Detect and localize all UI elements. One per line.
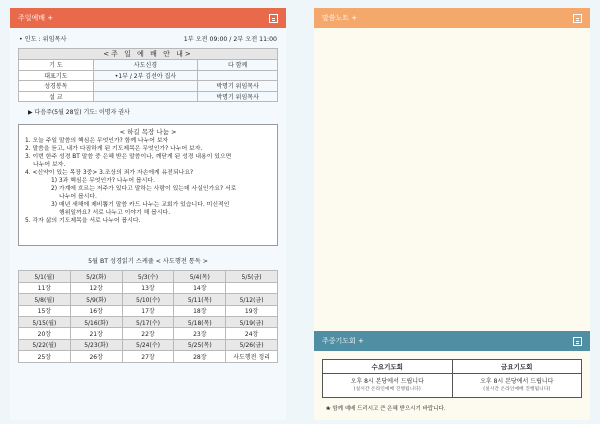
small-group-title: < 하길 목장 나눔 > (119, 128, 177, 137)
schedule-date: 5/23(화) (70, 339, 122, 350)
schedule-chapter-row (19, 351, 278, 362)
worship-header (10, 8, 286, 28)
schedule-chapter: 15장 (19, 305, 71, 316)
small-group-box (18, 124, 278, 246)
question-line: 2. 말씀을 듣고, 내가 다짐하게 된 기도제목은 무엇인가? 나누어 보자. (25, 146, 203, 153)
worship-header-title: 주일예배 + (18, 14, 54, 22)
schedule-chapter-row (19, 282, 278, 293)
schedule-chapter (226, 282, 278, 293)
schedule-title: 5월 BT 성경읽기 스케쥴 < 사도행전 통독 > (88, 258, 208, 266)
schedule-chapter: 13장 (122, 282, 174, 293)
schedule-chapter: 16장 (70, 305, 122, 316)
prayer-meeting-table (322, 359, 582, 398)
row-value: •1부 / 2부 김선아 집사 (93, 70, 198, 81)
schedule-chapter: 23장 (174, 328, 226, 339)
wednesday-online: (실시간 온라인예배 진행됩니다) (353, 386, 421, 392)
right-page (314, 8, 590, 420)
schedule-chapter: 12장 (70, 282, 122, 293)
schedule-chapter: 사도행전 정리 (226, 351, 278, 362)
schedule-chapter: 22장 (122, 328, 174, 339)
schedule-chapter: 24장 (226, 328, 278, 339)
schedule-date: 5/15(월) (19, 316, 71, 327)
row-value (93, 91, 198, 102)
worship-order-table (18, 48, 278, 102)
schedule-date: 5/25(목) (174, 339, 226, 350)
schedule-chapter: 26장 (70, 351, 122, 362)
sermon-note-title: 말씀노트 + (322, 14, 358, 22)
schedule-date: 5/22(월) (19, 339, 71, 350)
schedule-date: 5/8(월) (19, 294, 71, 305)
schedule-date: 5/9(화) (70, 294, 122, 305)
schedule-date: 5/26(금) (226, 339, 278, 350)
schedule-date: 5/1(월) (19, 271, 71, 282)
schedule-date-row (19, 271, 278, 282)
schedule-chapter: 17장 (122, 305, 174, 316)
row-label: 대표기도 (19, 70, 94, 81)
friday-info (452, 374, 582, 398)
table-row (19, 81, 278, 92)
schedule-chapter: 20장 (19, 328, 71, 339)
wednesday-info (323, 374, 453, 398)
friday-online: (실시간 온라인예배 진행됩니다) (483, 386, 551, 392)
schedule-date: 5/3(수) (122, 271, 174, 282)
row-value (93, 81, 198, 92)
schedule-date: 5/4(목) (174, 271, 226, 282)
row-label: 성경봉독 (19, 81, 94, 92)
schedule-chapter-row (19, 328, 278, 339)
schedule-date-row (19, 294, 278, 305)
small-group-questions (25, 137, 271, 225)
table-row (19, 60, 278, 71)
document-icon[interactable] (573, 14, 582, 23)
question-line: 5. 각자 삶의 기도제목을 서로 나누어 봅시다. (25, 218, 141, 225)
schedule-date: 5/2(화) (70, 271, 122, 282)
schedule-date: 5/19(금) (226, 316, 278, 327)
schedule-chapter: 27장 (122, 351, 174, 362)
left-page (10, 8, 286, 420)
schedule-chapter: 11장 (19, 282, 71, 293)
weekday-prayer-header (314, 331, 590, 351)
document-icon[interactable] (573, 337, 582, 346)
row-leader: 다 함께 (198, 60, 278, 71)
row-leader (198, 70, 278, 81)
friday-time: 오후 8시 본당에서 드립니다 (480, 377, 554, 385)
question-line: 1) 3과 핵심은 무엇인가? 나누어 봅시다. (51, 178, 155, 185)
schedule-date-row (19, 316, 278, 327)
question-line: 나누어 봅시다. (59, 194, 97, 201)
schedule-date: 5/11(목) (174, 294, 226, 305)
row-label: 기 도 (19, 60, 94, 71)
schedule-chapter: 21장 (70, 328, 122, 339)
schedule-chapter: 25장 (19, 351, 71, 362)
schedule-chapter-row (19, 305, 278, 316)
schedule-date: 5/17(수) (122, 316, 174, 327)
sermon-note-header (314, 8, 590, 28)
schedule-date: 5/10(수) (122, 294, 174, 305)
schedule-chapter: 14장 (174, 282, 226, 293)
question-line: 4. <신약이 있는 목장 3중> 3.조상의 죄가 자손에게 유전되나요? (25, 170, 194, 177)
question-line: 1. 오늘 주일 말씀의 핵심은 무엇인가? 함께 나누어 보자 (25, 138, 169, 145)
question-line: 3) 매년 새해에 제비뽑기 말씀 카드 나누는 교회가 있습니다. 미신적인 (51, 202, 230, 209)
schedule-date: 5/16(화) (70, 316, 122, 327)
question-line: 2) 가계에 흐르는 저주가 있다고 말하는 사람이 있는데 사실인가요? 서로 (51, 186, 237, 193)
schedule-date: 5/18(목) (174, 316, 226, 327)
question-line: 3. 이번 한주 성경 BT 말씀 중 은혜 받은 말씀이나, 깨닫게 된 성경 내용이 있으면 (25, 154, 232, 161)
wednesday-time: 오후 8시 본당에서 드립니다 (350, 377, 424, 385)
row-label: 설 교 (19, 91, 94, 102)
question-line: 행위일까요? 서로 나누고 이야기 해 봅시다. (59, 210, 171, 217)
preacher-text: • 인도 : 위임목사 (19, 36, 67, 43)
sermon-note-area[interactable] (314, 28, 590, 331)
schedule-date: 5/12(금) (226, 294, 278, 305)
row-leader: 박명기 위임목사 (198, 91, 278, 102)
weekday-prayer-title: 주중기도회 + (322, 337, 364, 345)
schedule-date: 5/24(수) (122, 339, 174, 350)
schedule-date-row (19, 339, 278, 350)
schedule-chapter: 18장 (174, 305, 226, 316)
wednesday-title: 수요기도회 (323, 360, 453, 374)
question-line: 나누어 보자. (33, 162, 66, 169)
worship-info (10, 34, 286, 43)
next-week-prayer: ▶ 다음주(5월 28일) 기도: 이명자 권사 (28, 109, 130, 117)
document-icon[interactable] (269, 14, 278, 23)
row-leader: 박명기 위임목사 (198, 81, 278, 92)
schedule-chapter: 28장 (174, 351, 226, 362)
worship-order-title: <주 일 예 배 안 내> (19, 49, 278, 60)
table-row (19, 91, 278, 102)
schedule-chapter: 19장 (226, 305, 278, 316)
schedule-date: 5/5(금) (226, 271, 278, 282)
service-times: 1부 오전 09:00 / 2부 오전 11:00 (183, 36, 277, 43)
table-row (19, 70, 278, 81)
row-value: 사도신경 (93, 60, 198, 71)
blessing-note: ❀ 함께 예배 드리시고 큰 은혜 받으시기 바랍니다. (326, 406, 446, 412)
friday-title: 금요기도회 (452, 360, 582, 374)
bible-reading-schedule (18, 270, 278, 362)
